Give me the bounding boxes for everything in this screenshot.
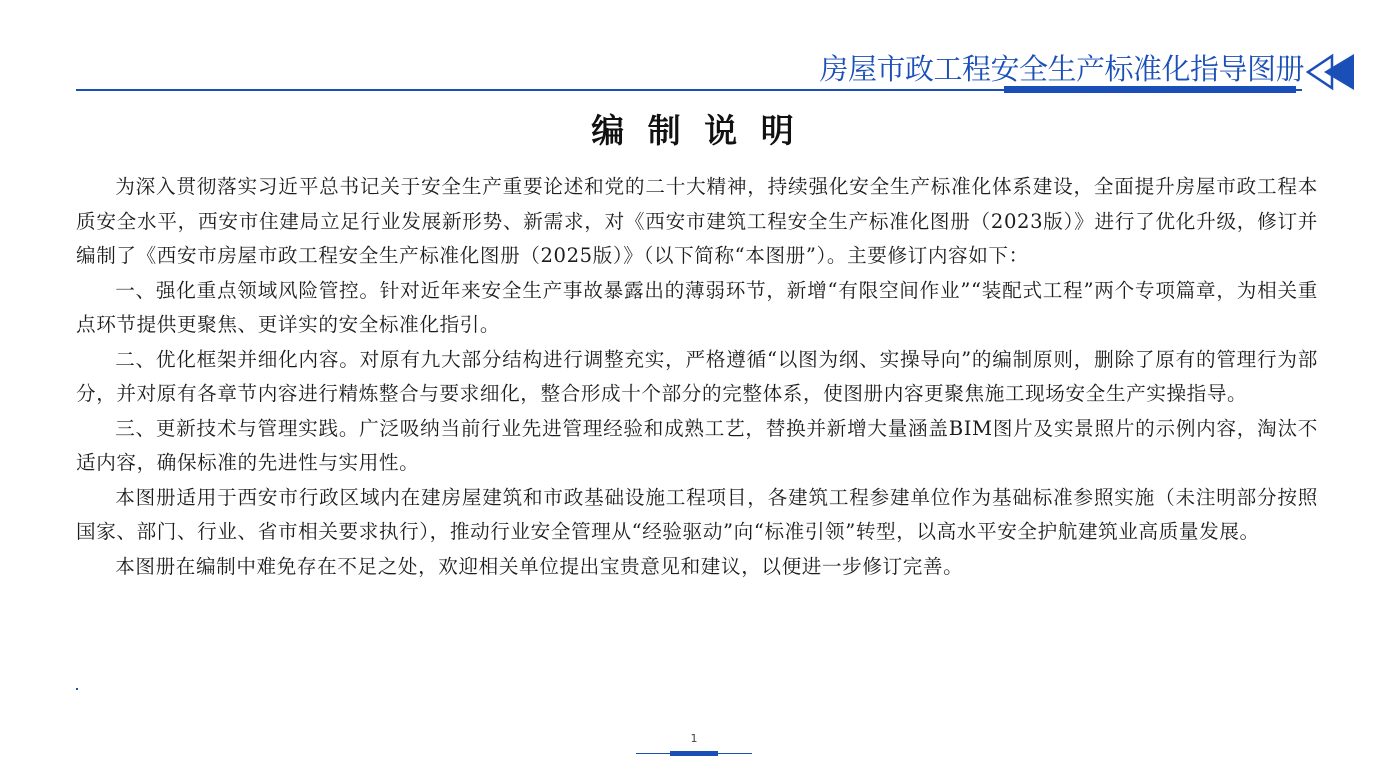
- margin-mark: [76, 688, 78, 690]
- body-text: [76, 170, 1318, 584]
- paragraph-closing: 本图册在编制中难免存在不足之处，欢迎相关单位提出宝贵意见和建议，以便进一步修订完善。: [115, 554, 964, 578]
- header-accent-bar: [1004, 86, 1296, 93]
- paragraph-item-3: 三、更新技术与管理实践。广泛吸纳当前行业先进管理经验和成熟工艺，替换并新增大量涵盖BIM图片及实景照片的示例内容，淘汰不适内容，确保标准的先进性与实用性。: [76, 416, 1318, 474]
- footer: [632, 728, 756, 758]
- footer-accent-bar: [670, 751, 718, 756]
- paragraph-item-2: 二、优化框架并细化内容。对原有九大部分结构进行调整充实，严格遵循“以图为纲、实操导向”的编制原则，删除了原有的管理行为部分，并对原有各章节内容进行精炼整合与要求细化，整合形成十个部分的完整体系，使图册内容更聚焦施工现场安全生产实操指导。: [76, 347, 1318, 405]
- paragraph-item-1: 一、强化重点领域风险管控。针对近年来安全生产事故暴露出的薄弱环节，新增“有限空间作业”“装配式工程”两个专项篇章，为相关重点环节提供更聚焦、更详实的安全标准化指引。: [76, 278, 1318, 336]
- paragraph-scope: 本图册适用于西安市行政区域内在建房屋建筑和市政基础设施工程项目，各建筑工程参建单位作为基础标准参照实施（未注明部分按照国家、部门、行业、省市相关要求执行），推动行业安全管理从“经验驱动”向“标准引领”转型，以高水平安全护航建筑业高质量发展。: [76, 485, 1318, 543]
- page-number: 1: [690, 732, 698, 745]
- header-title: 房屋市政工程安全生产标准化指导图册: [819, 52, 1304, 86]
- header-arrow-icon: [1304, 52, 1356, 92]
- page-title: 编 制 说 明: [591, 111, 800, 150]
- paragraph-intro: 为深入贯彻落实习近平总书记关于安全生产重要论述和党的二十大精神，持续强化安全生产标准化体系建设，全面提升房屋市政工程本质安全水平，西安市住建局立足行业发展新形势、新需求，对《西安市建筑工程安全生产标准化图册（2023版）》进行了优化升级，修订并编制了《西安市房屋市政工程安全生产标准化图册（2025版）》（以下简称“本图册”）。主要修订内容如下：: [76, 175, 1318, 267]
